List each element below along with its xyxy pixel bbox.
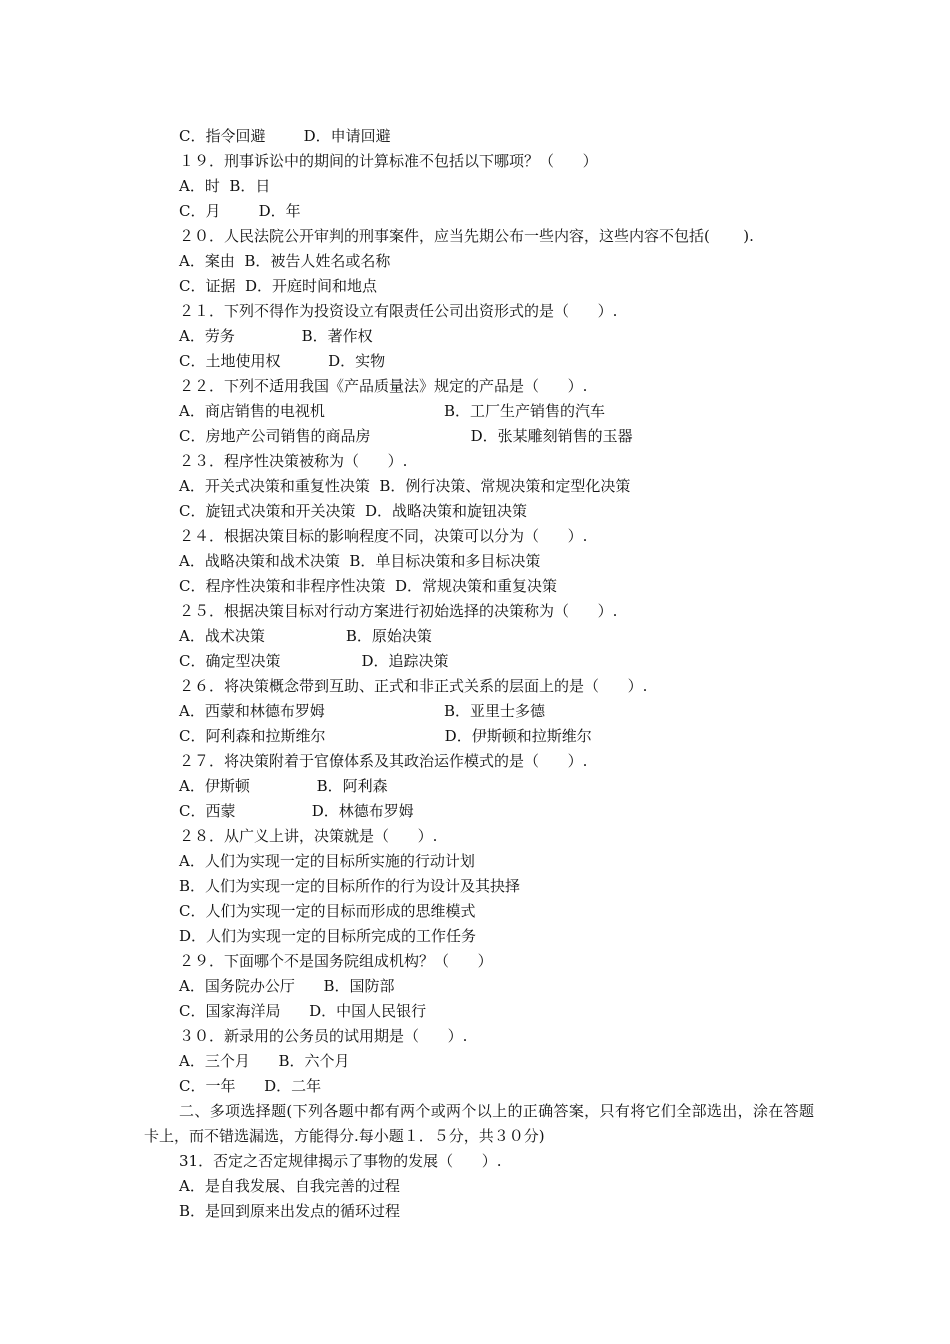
option-line: C．程序性决策和非程序性决策 D．常规决策和重复决策 bbox=[179, 577, 558, 595]
option-line: A．三个月 B．六个月 bbox=[179, 1052, 350, 1070]
option-line: C．国家海洋局 D．中国人民银行 bbox=[179, 1002, 427, 1020]
option-line: A．人们为实现一定的目标所实施的行动计划 bbox=[179, 852, 475, 870]
question-21: ２１．下列不得作为投资设立有限责任公司出资形式的是（ ）. bbox=[179, 302, 618, 320]
option-line: C．确定型决策 D．追踪决策 bbox=[179, 652, 449, 670]
option-line: C．旋钮式决策和开关决策 D．战略决策和旋钮决策 bbox=[179, 502, 528, 520]
question-30: ３０．新录用的公务员的试用期是（ ）. bbox=[179, 1027, 468, 1045]
question-31: 31．否定之否定规律揭示了事物的发展（ ）. bbox=[179, 1152, 502, 1170]
option-line: C．指令回避 D．申请回避 bbox=[179, 127, 391, 145]
option-line: A．案由 B．被告人姓名或名称 bbox=[179, 252, 391, 270]
option-line: C．人们为实现一定的目标而形成的思维模式 bbox=[179, 902, 476, 920]
option-line: C．土地使用权 D．实物 bbox=[179, 352, 386, 370]
question-24: ２４．根据决策目标的影响程度不同，决策可以分为（ ）. bbox=[179, 527, 588, 545]
option-line: A．战术决策 B．原始决策 bbox=[179, 627, 432, 645]
option-line: C．房地产公司销售的商品房 D．张某雕刻销售的玉器 bbox=[179, 427, 633, 445]
question-28: ２８．从广义上讲，决策就是（ ）. bbox=[179, 827, 438, 845]
option-line: C．月 D．年 bbox=[179, 202, 301, 220]
option-line: A．西蒙和林德布罗姆 B．亚里士多德 bbox=[179, 702, 546, 720]
question-19: １９．刑事诉讼中的期间的计算标准不包括以下哪项？（ ） bbox=[179, 152, 598, 170]
question-20: ２０．人民法院公开审判的刑事案件，应当先期公布一些内容，这些内容不包括( ). bbox=[179, 227, 754, 245]
option-line: A．是自我发展、自我完善的过程 bbox=[179, 1177, 400, 1195]
question-27: ２７．将决策附着于官僚体系及其政治运作模式的是（ ）. bbox=[179, 752, 588, 770]
option-line: A．开关式决策和重复性决策 B．例行决策、常规决策和定型化决策 bbox=[179, 477, 631, 495]
option-line: C．阿利森和拉斯维尔 D．伊斯顿和拉斯维尔 bbox=[179, 727, 592, 745]
question-29: ２９．下面哪个不是国务院组成机构？（ ） bbox=[179, 952, 493, 970]
option-line: A．劳务 B．著作权 bbox=[179, 327, 373, 345]
question-26: ２６．将决策概念带到互助、正式和非正式关系的层面上的是（ ）. bbox=[179, 677, 648, 695]
option-line: C．西蒙 D．林德布罗姆 bbox=[179, 802, 414, 820]
option-line: D．人们为实现一定的目标所完成的工作任务 bbox=[179, 927, 477, 945]
option-line: C．证据 D．开庭时间和地点 bbox=[179, 277, 378, 295]
option-line: B．是回到原来出发点的循环过程 bbox=[179, 1202, 401, 1220]
option-line: A．商店销售的电视机 B．工厂生产销售的汽车 bbox=[179, 402, 606, 420]
option-line: A．时 B．日 bbox=[179, 177, 271, 195]
option-line: A．伊斯顿 B．阿利森 bbox=[179, 777, 388, 795]
document-body bbox=[144, 124, 824, 1224]
option-line: B．人们为实现一定的目标所作的行为设计及其抉择 bbox=[179, 877, 521, 895]
option-line: A．国务院办公厅 B．国防部 bbox=[179, 977, 395, 995]
option-line: C．一年 D．二年 bbox=[179, 1077, 322, 1095]
question-25: ２５．根据决策目标对行动方案进行初始选择的决策称为（ ）. bbox=[179, 602, 618, 620]
question-22: ２２．下列不适用我国《产品质量法》规定的产品是（ ）. bbox=[179, 377, 588, 395]
section-heading-multiple-choice: 二、多项选择题(下列各题中都有两个或两个以上的正确答案，只有将它们全部选出，涂在答题卡上，而不错选漏选，方能得分.每小题１．５分，共３０分) bbox=[144, 1102, 814, 1145]
option-line: A．战略决策和战术决策 B．单目标决策和多目标决策 bbox=[179, 552, 541, 570]
question-23: ２３．程序性决策被称为（ ）. bbox=[179, 452, 408, 470]
